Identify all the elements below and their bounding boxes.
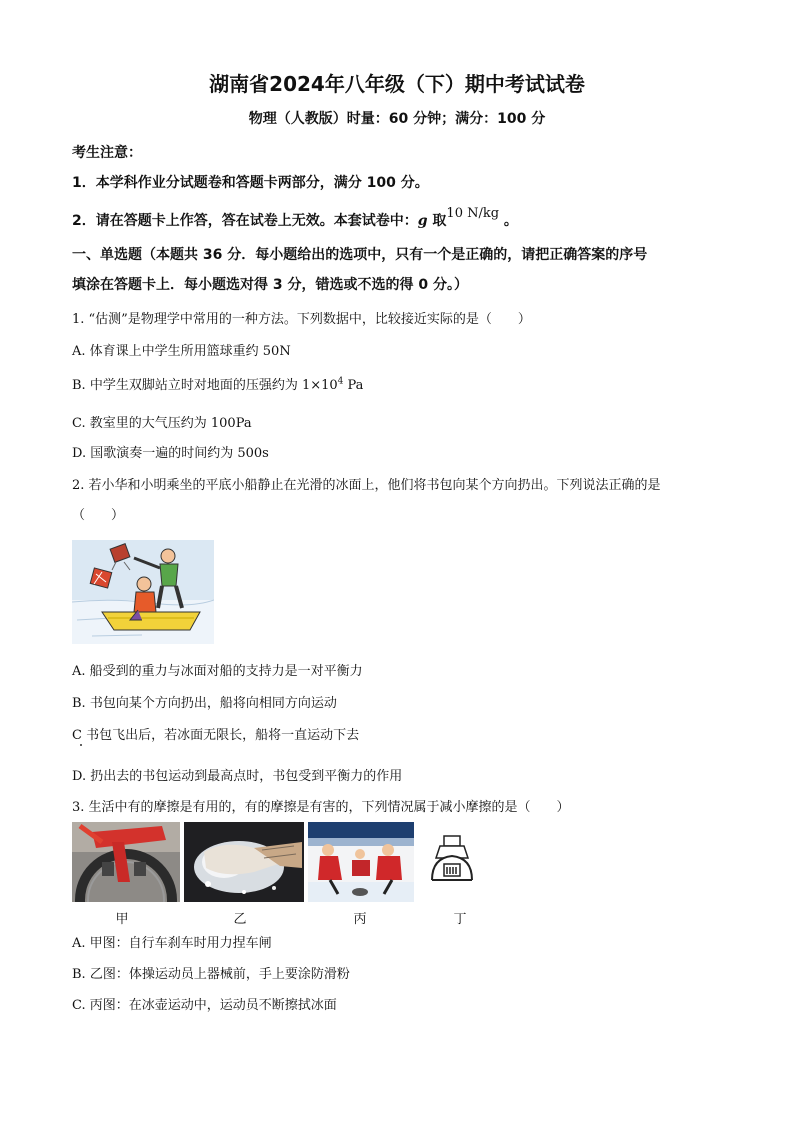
- caption-bing: 丙: [353, 912, 367, 927]
- notice-item-2-end: 。: [499, 213, 518, 229]
- question-2-stem-line-1: 2. 若小华和小明乘坐的平底小船静止在光滑的冰面上，他们将书包向某个方向扔出。下列说法正确的是: [72, 478, 661, 493]
- caption-jia: 甲: [115, 912, 129, 927]
- notice-item-2-mid: 取: [427, 213, 447, 229]
- question-3-stem: 3. 生活中有的摩擦是有用的，有的摩擦是有害的，下列情况属于减小摩擦的是（ ）: [72, 800, 570, 815]
- question-2-stem-line-2: （ ）: [72, 508, 125, 523]
- question-1-option-b: [72, 374, 363, 393]
- bicycle-brake-photo: [72, 822, 180, 902]
- bottle-cap-diagram: [426, 834, 478, 886]
- section-1-heading-line-1: 一、单选题（本题共 36 分．每小题给出的选项中，只有一个是正确的，请把正确答案的序号: [72, 247, 648, 263]
- question-1-option-b-text: B. 中学生双脚站立时对地面的压强约为 1×10: [72, 378, 338, 393]
- caption-yi: 乙: [233, 912, 247, 927]
- notice-item-2-text: 2．请在答题卡上作答，答在试卷上无效。本套试卷中：: [72, 213, 418, 229]
- notice-heading: 考生注意：: [72, 145, 142, 161]
- question-2-option-d: D. 扔出去的书包运动到最高点时，书包受到平衡力的作用: [72, 769, 403, 784]
- exam-subtitle: 物理（人教版）时量：60 分钟；满分：100 分: [248, 111, 546, 127]
- gravity-symbol: g: [417, 213, 428, 229]
- curling-photo: [308, 822, 414, 902]
- question-1-option-b-unit: Pa: [343, 378, 364, 393]
- question-3-option-c: C. 丙图：在冰壶运动中，运动员不断擦拭冰面: [72, 998, 337, 1013]
- question-3-option-a: A. 甲图：自行车刹车时用力捏车闸: [72, 936, 272, 951]
- question-1-option-c: C. 教室里的大气压约为 100Pa: [72, 416, 252, 431]
- exam-title: 湖南省2024年八年级（下）期中考试试卷: [209, 72, 585, 96]
- boat-illustration: [72, 540, 214, 644]
- notice-item-1: 1．本学科作业分试题卷和答题卡两部分，满分 100 分。: [72, 175, 429, 191]
- question-1-stem: 1. “估测”是物理学中常用的一种方法。下列数据中，比较接近实际的是（ ）: [72, 312, 531, 327]
- question-2-option-a: A. 船受到的重力与冰面对船的支持力是一对平衡力: [72, 664, 363, 679]
- notice-item-2: [72, 206, 518, 230]
- section-1-heading-line-2: 填涂在答题卡上．每小题选对得 3 分，错选或不选的得 0 分。）: [72, 277, 468, 293]
- stray-dot: [80, 744, 82, 746]
- caption-ding: 丁: [453, 912, 467, 927]
- gravity-value: 10 N/kg: [446, 206, 500, 221]
- question-3-option-b: B. 乙图：体操运动员上器械前，手上要涂防滑粉: [72, 967, 350, 982]
- question-2-option-b: B. 书包向某个方向扔出，船将向相同方向运动: [72, 696, 337, 711]
- question-1-option-d: D. 国歌演奏一遍的时间约为 500s: [72, 446, 269, 461]
- gymnast-chalk-photo: [184, 822, 304, 902]
- question-2-option-c: C 书包飞出后，若冰面无限长，船将一直运动下去: [72, 728, 360, 743]
- question-1-option-a: A. 体育课上中学生所用篮球重约 50N: [72, 344, 291, 359]
- exponent: 4: [337, 376, 344, 387]
